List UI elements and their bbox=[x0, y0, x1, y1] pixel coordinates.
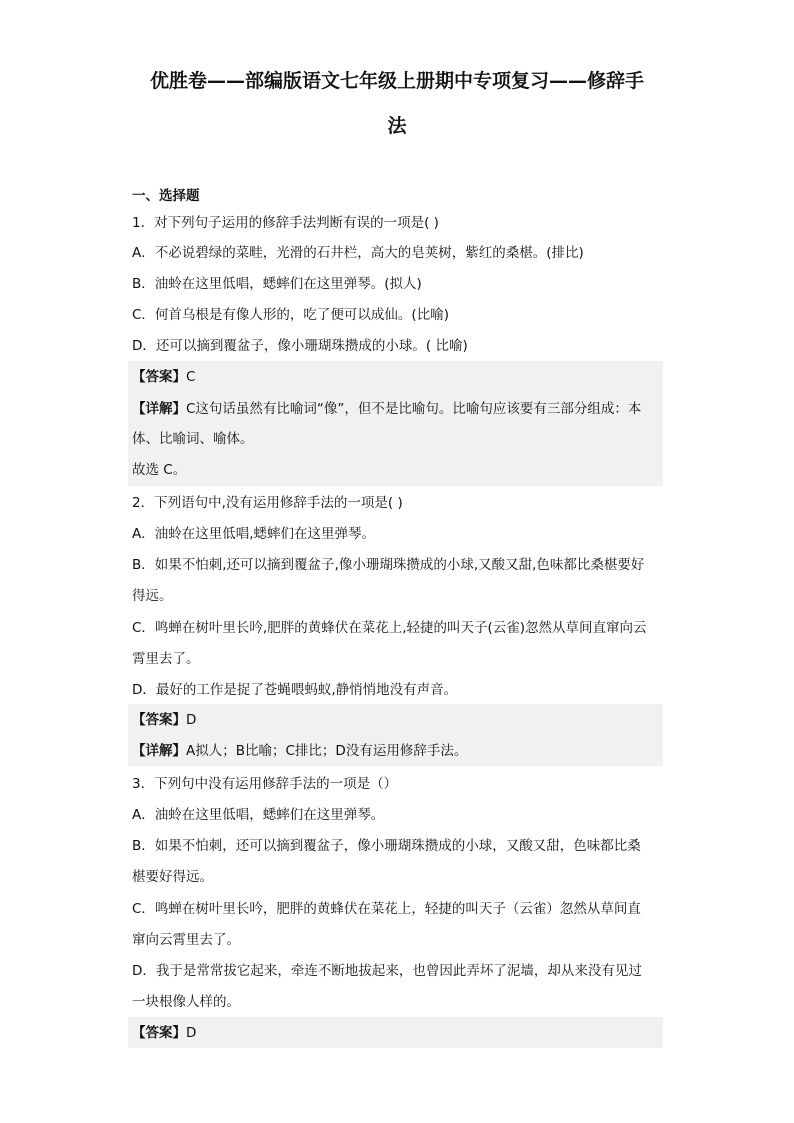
q3-stem: 3．下列句中没有运用修辞手法的一项是（） bbox=[132, 776, 398, 792]
q3-answer-box bbox=[128, 1017, 663, 1048]
q1-option-d: D．还可以摘到覆盆子，像小珊瑚珠攒成的小球。( 比喻) bbox=[132, 338, 468, 354]
q2-detail bbox=[132, 741, 662, 761]
q2-answer-box bbox=[128, 704, 663, 766]
q2-option-d: D．最好的工作是捉了苍蝇喂蚂蚁,静悄悄地没有声音。 bbox=[132, 682, 458, 698]
q1-detail-line-1 bbox=[132, 399, 662, 419]
q1-conclusion: 故选 C。 bbox=[132, 462, 187, 478]
q1-detail-text: C这句话虽然有比喻词“像”，但不是比喻句。比喻句应该要有三部分组成：本 bbox=[186, 401, 642, 417]
q3-option-d-line-2: 一块根像人样的。 bbox=[132, 994, 240, 1010]
section-heading: 一、选择题 bbox=[132, 188, 200, 204]
q1-option-c: C．何首乌根是有像人形的，吃了便可以成仙。(比喻) bbox=[132, 307, 449, 323]
q3-option-b-line-1: B．如果不怕刺，还可以摘到覆盆子，像小珊瑚珠攒成的小球，又酸又甜，色味都比桑 bbox=[132, 838, 641, 854]
q1-option-a: A．不必说碧绿的菜畦，光滑的石井栏，高大的皂荚树，紫红的桑椹。(排比) bbox=[132, 245, 584, 261]
q2-answer-value: D bbox=[186, 712, 197, 728]
q2-option-b-line-1: B．如果不怕刺,还可以摘到覆盆子,像小珊瑚珠攒成的小球,又酸又甜,色味都比桑椹要好 bbox=[132, 557, 645, 573]
q1-answer-value: C bbox=[186, 369, 196, 385]
q3-option-c-line-2: 窜向云霄里去了。 bbox=[132, 932, 240, 948]
q2-option-a: A．油蛉在这里低唱,蟋蟀们在这里弹琴。 bbox=[132, 526, 376, 542]
q3-answer-value: D bbox=[186, 1025, 197, 1041]
q1-detail-line-2: 体、比喻词、喻体。 bbox=[132, 431, 254, 447]
q3-option-a: A．油蛉在这里低唱，蟋蟀们在这里弹琴。 bbox=[132, 807, 385, 823]
q1-answer-tag: 【答案】 bbox=[132, 369, 186, 385]
q2-option-b-line-2: 得远。 bbox=[132, 588, 173, 604]
document-title-line-2: 法 bbox=[387, 115, 407, 137]
q2-option-c-line-2: 霄里去了。 bbox=[132, 651, 200, 667]
q2-detail-tag: 【详解】 bbox=[132, 743, 186, 759]
q2-detail-text: A拟人；B比喻；C排比；D没有运用修辞手法。 bbox=[186, 743, 468, 759]
q1-option-b: B．油蛉在这里低唱，蟋蟀们在这里弹琴。(拟人) bbox=[132, 276, 422, 292]
q1-answer bbox=[132, 367, 662, 387]
document-title-line-1: 优胜卷——部编版语文七年级上册期中专项复习——修辞手 bbox=[149, 70, 644, 92]
q3-answer-tag: 【答案】 bbox=[132, 1025, 186, 1041]
q2-stem: 2．下列语句中,没有运用修辞手法的一项是( ) bbox=[132, 495, 403, 511]
q1-detail-tag: 【详解】 bbox=[132, 401, 186, 417]
q1-stem: 1．对下列句子运用的修辞手法判断有误的一项是( ) bbox=[132, 215, 439, 231]
q3-answer bbox=[132, 1023, 662, 1043]
q2-answer bbox=[132, 710, 662, 730]
q3-option-b-line-2: 椹要好得远。 bbox=[132, 869, 213, 885]
q2-answer-tag: 【答案】 bbox=[132, 712, 186, 728]
q2-option-c-line-1: C．鸣蝉在树叶里长吟,肥胖的黄蜂伏在菜花上,轻捷的叫天子(云雀)忽然从草间直窜向云 bbox=[132, 620, 647, 636]
q1-answer-box bbox=[128, 361, 663, 486]
q3-option-d-line-1: D．我于是常常拔它起来，牵连不断地拔起来，也曾因此弄坏了泥墙，却从来没有见过 bbox=[132, 963, 642, 979]
q3-option-c-line-1: C．鸣蝉在树叶里长吟，肥胖的黄蜂伏在菜花上，轻捷的叫天子（云雀）忽然从草间直 bbox=[132, 901, 641, 917]
